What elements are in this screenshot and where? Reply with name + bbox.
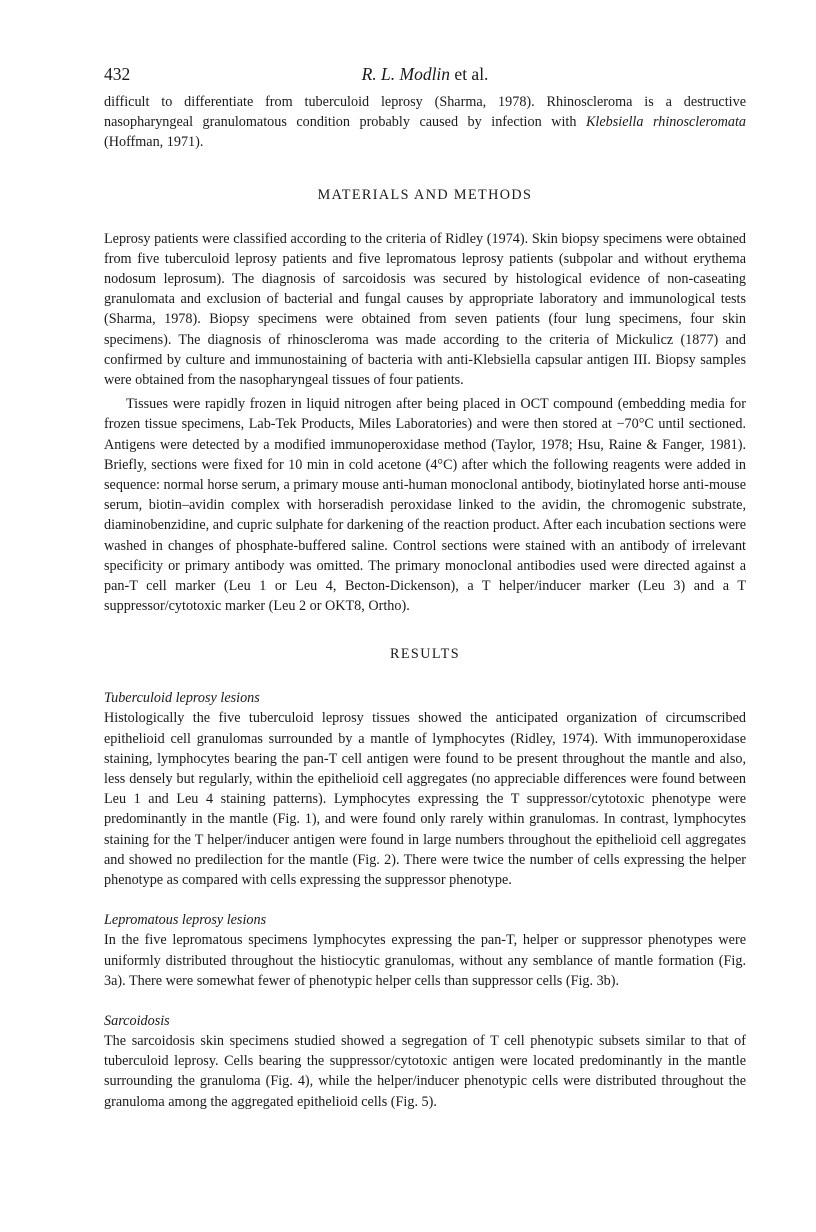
tuberculoid-subheading: Tuberculoid leprosy lesions [104, 690, 260, 707]
sarcoidosis-subheading: Sarcoidosis [104, 1012, 170, 1029]
page [104, 60, 746, 1112]
methods-heading: MATERIALS AND METHODS [317, 186, 533, 203]
intro-text-part1: difficult to differentiate from tuberculoid leprosy (Sharma, 1978). Rhinoscleroma is a destructive nasopharyngeal granulomatous condition probably caused by infection with [104, 94, 746, 131]
intro-species: Klebsiella rhinoscleromata [585, 114, 746, 131]
results-heading: RESULTS [390, 646, 460, 663]
lepromatous-paragraph: In the five lepromatous specimens lymphocytes expressing the pan-T, helper or suppressor phenotypes were uniformly distributed throughout the histiocytic granulomas, without any semblance of mantle formation (Fig. 3a). There were somewhat fewer of phenotypic helper cells than suppressor cells (Fig. 3b). [104, 932, 746, 989]
running-head [104, 64, 746, 85]
tuberculoid-paragraph: Histologically the five tuberculoid leprosy tissues showed the anticipated organization of circumscribed epithelioid cell granulomas surrounded by a mantle of lymphocytes (Ridley, 1974). With immunoperoxidase staining, lymphocytes bearing the pan-T cell antigen were found to be present throughout the mantle and also, less densely but regularly, within the epithelioid cell aggregates (no appreciable differences were found between Leu 1 and Leu 4 staining patterns). Lymphocytes expressing the T suppressor/cytotoxic phenotype were predominantly in the mantle (Fig. 1), and were found only rarely within granulomas. In contrast, lymphocytes staining for the T helper/inducer antigen were found in large numbers throughout the epithelioid cell aggregates and showed no predilection for the mantle (Fig. 2). There were twice the number of cells expressing the helper phenotype as compared with cells expressing the suppressor phenotype. [104, 710, 746, 889]
methods-paragraph-2: Tissues were rapidly frozen in liquid nitrogen after being placed in OCT compound (embedding media for frozen tissue specimens, Lab-Tek Products, Miles Laboratories) and were then stored at −70°C until sectioned. Antigens were detected by a modified immunoperoxidase method (Taylor, 1978; Hsu, Raine & Fanger, 1981). Briefly, sections were fixed for 10 min in cold acetone (4°C) after which the following reagents were added in sequence: normal horse serum, a primary mouse anti-human monoclonal antibody, biotinylated horse anti-mouse serum, biotin–avidin complex with horseradish peroxidase linked to the avidin, the chromogenic substrate, diaminobenzidine, and cupric sulphate for darkening of the reaction product. After each incubation sections were washed in changes of phosphate-buffered saline. Control sections were stained with an antibody of irrelevant specificity or primary antibody was omitted. The primary monoclonal antibodies used were directed against a pan-T cell marker (Leu 1 or Leu 4, Becton-Dickenson), a T helper/inducer marker (Leu 3) and a T suppressor/cytotoxic marker (Leu 2 or OKT8, Ortho). [104, 396, 746, 615]
page-number: 432 [104, 64, 131, 84]
intro-text-part2: (Hoffman, 1971). [104, 134, 204, 151]
running-head-author: R. L. Modlin [361, 64, 451, 84]
lepromatous-subheading: Lepromatous leprosy lesions [104, 912, 267, 929]
sarcoidosis-paragraph: The sarcoidosis skin specimens studied showed a segregation of T cell phenotypic subsets similar to that of tuberculoid leprosy. Cells bearing the suppressor/cytotoxic antigen were located predominantly in the mantle surrounding the granuloma (Fig. 4), while the helper/inducer phenotypic cells were distributed throughout the granuloma among the aggregated epithelioid cells (Fig. 5). [104, 1032, 746, 1110]
intro-paragraph [104, 92, 746, 153]
page-header [104, 60, 746, 92]
methods-paragraph-1: Leprosy patients were classified according to the criteria of Ridley (1974). Skin biopsy specimens were obtained from five tuberculoid leprosy patients and five lepromatous leprosy patients (subpolar and without erythema nodosum leprosum). The diagnosis of sarcoidosis was secured by histological evidence of non-caseating granulomata and exclusion of bacterial and fungal causes by appropriate laboratory and immunological tests (Sharma, 1978). Biopsy specimens were obtained from seven patients (four lung specimens, four skin specimens). The diagnosis of rhinoscleroma was made according to the criteria of Mickulicz (1877) and confirmed by culture and immunostaining of bacteria with anti-Klebsiella capsular antigen III. Biopsy samples were obtained from the nasopharyngeal tissues of four patients. [104, 230, 746, 389]
running-head-suffix: et al. [450, 64, 489, 84]
